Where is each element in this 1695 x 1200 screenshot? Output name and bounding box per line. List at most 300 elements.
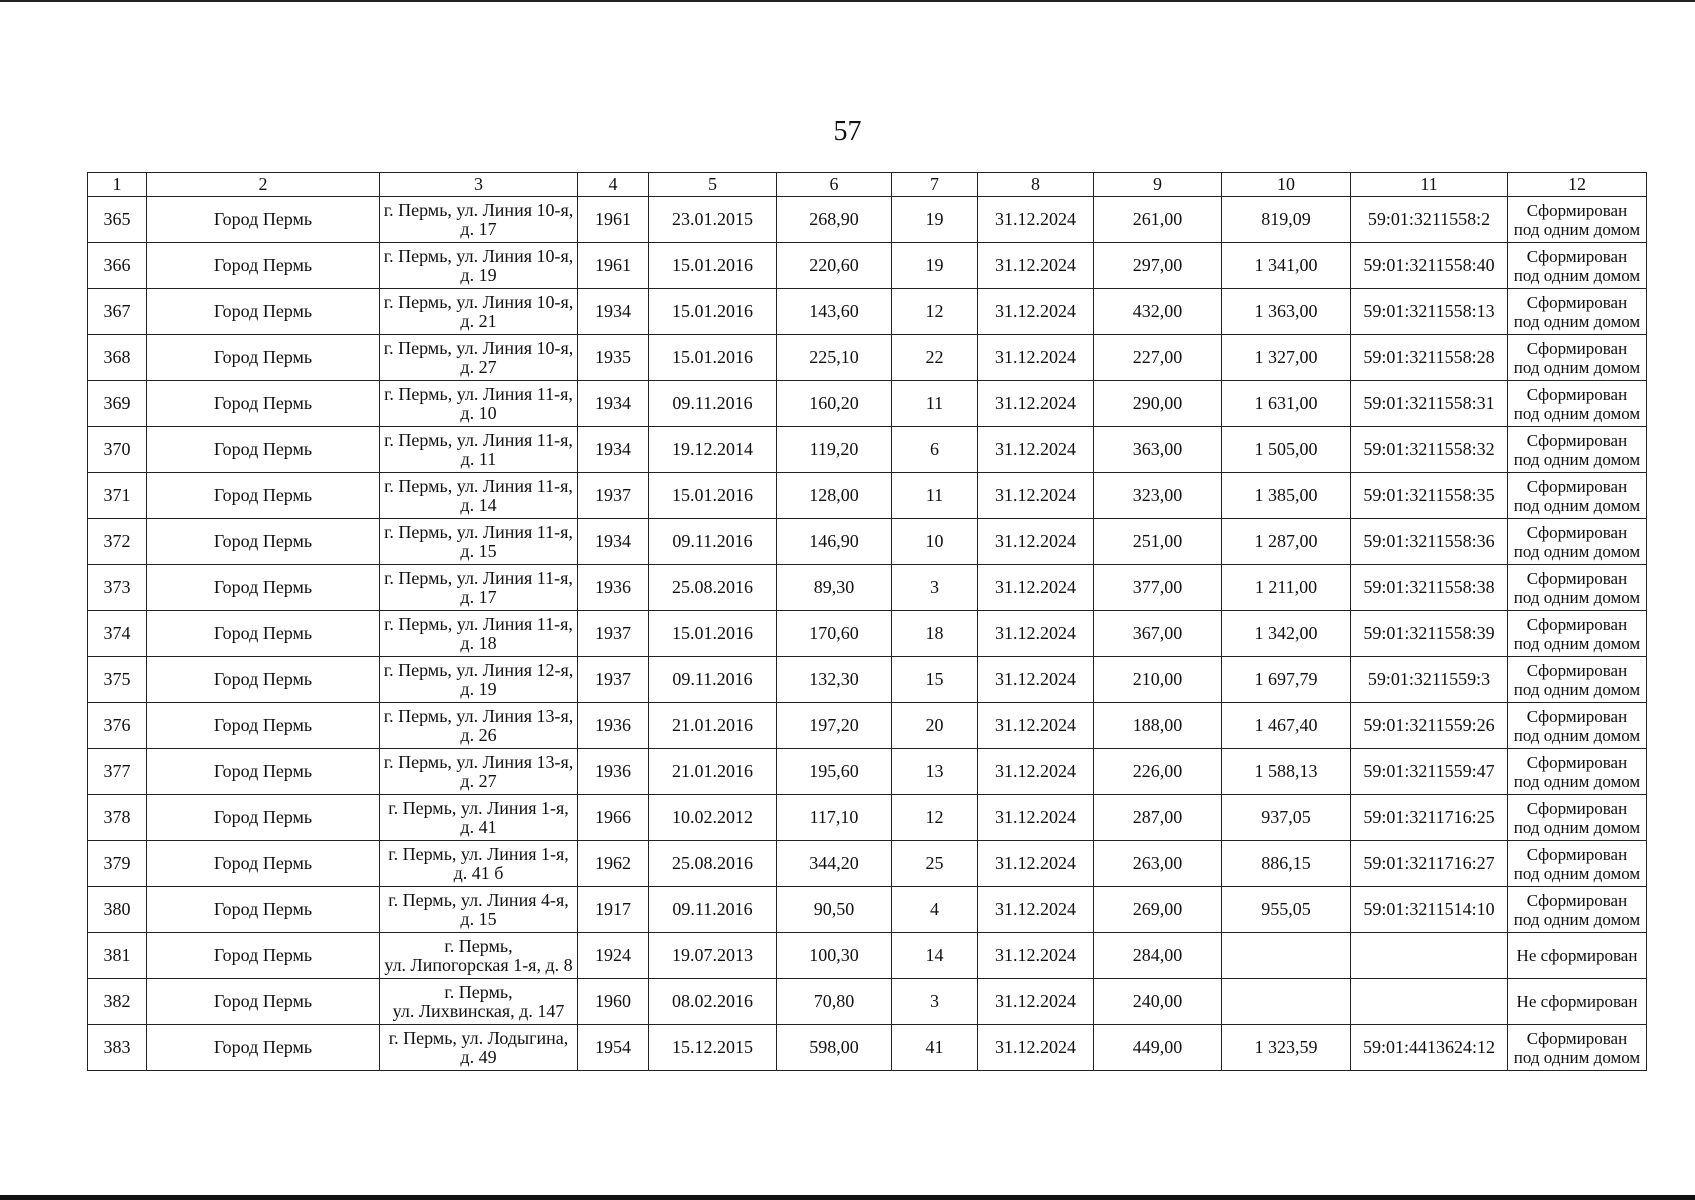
date-cell: 15.01.2016 bbox=[649, 243, 777, 289]
address-cell bbox=[380, 979, 578, 1025]
address-line: д. 41 bbox=[460, 816, 497, 837]
deadline-cell: 31.12.2024 bbox=[978, 197, 1094, 243]
residents-count-cell: 3 bbox=[892, 565, 978, 611]
value-column-9-cell: 210,00 bbox=[1094, 657, 1222, 703]
build-year-cell: 1934 bbox=[578, 381, 649, 427]
cadastral-number-cell: 59:01:3211559:26 bbox=[1351, 703, 1508, 749]
date-cell: 09.11.2016 bbox=[649, 519, 777, 565]
status-line: Не сформирован bbox=[1516, 992, 1638, 1011]
value-column-9-cell: 227,00 bbox=[1094, 335, 1222, 381]
address-cell bbox=[380, 565, 578, 611]
address-line: г. Пермь, ул. Линия 10-я, bbox=[383, 199, 574, 220]
cadastral-number-cell: 59:01:3211558:39 bbox=[1351, 611, 1508, 657]
deadline-cell: 31.12.2024 bbox=[978, 979, 1094, 1025]
row-number-cell: 376 bbox=[88, 703, 147, 749]
status-line: Сформирован bbox=[1526, 338, 1628, 358]
scan-bottom-edge bbox=[0, 1195, 1695, 1200]
address-line: д. 41 б bbox=[453, 862, 504, 883]
build-year-cell: 1937 bbox=[578, 473, 649, 519]
address-line: д. 19 bbox=[460, 264, 497, 285]
cadastral-number-cell: 59:01:3211558:36 bbox=[1351, 519, 1508, 565]
address-line: д. 15 bbox=[460, 908, 497, 929]
status-cell bbox=[1508, 197, 1647, 243]
address-line: г. Пермь, ул. Линия 13-я, bbox=[383, 705, 574, 726]
deadline-cell: 31.12.2024 bbox=[978, 887, 1094, 933]
area-cell: 128,00 bbox=[777, 473, 892, 519]
cadastral-number-cell: 59:01:3211559:3 bbox=[1351, 657, 1508, 703]
date-cell: 21.01.2016 bbox=[649, 703, 777, 749]
deadline-cell: 31.12.2024 bbox=[978, 657, 1094, 703]
municipality-cell: Город Пермь bbox=[147, 887, 380, 933]
date-cell: 09.11.2016 bbox=[649, 381, 777, 427]
area-cell: 268,90 bbox=[777, 197, 892, 243]
value-column-10-cell: 1 697,79 bbox=[1222, 657, 1351, 703]
residents-count-cell: 3 bbox=[892, 979, 978, 1025]
address-line: г. Пермь, bbox=[444, 981, 513, 1002]
table-row bbox=[88, 657, 1647, 703]
residents-count-cell: 12 bbox=[892, 289, 978, 335]
area-cell: 220,60 bbox=[777, 243, 892, 289]
status-cell bbox=[1508, 381, 1647, 427]
build-year-cell: 1917 bbox=[578, 887, 649, 933]
value-column-10-cell: 1 385,00 bbox=[1222, 473, 1351, 519]
cadastral-number-cell: 59:01:3211558:2 bbox=[1351, 197, 1508, 243]
date-cell: 19.07.2013 bbox=[649, 933, 777, 979]
row-number-cell: 383 bbox=[88, 1025, 147, 1071]
table-row bbox=[88, 381, 1647, 427]
build-year-cell: 1966 bbox=[578, 795, 649, 841]
cadastral-number-cell: 59:01:3211716:25 bbox=[1351, 795, 1508, 841]
status-line: под одним домом bbox=[1513, 909, 1641, 929]
table-row bbox=[88, 473, 1647, 519]
status-cell bbox=[1508, 841, 1647, 887]
date-cell: 09.11.2016 bbox=[649, 887, 777, 933]
column-header: 11 bbox=[1351, 173, 1508, 197]
value-column-10-cell: 1 467,40 bbox=[1222, 703, 1351, 749]
deadline-cell: 31.12.2024 bbox=[978, 795, 1094, 841]
row-number-cell: 371 bbox=[88, 473, 147, 519]
address-line: г. Пермь, ул. Линия 13-я, bbox=[383, 751, 574, 772]
address-cell bbox=[380, 703, 578, 749]
address-line: д. 17 bbox=[460, 218, 497, 239]
cadastral-number-cell: 59:01:3211514:10 bbox=[1351, 887, 1508, 933]
deadline-cell: 31.12.2024 bbox=[978, 473, 1094, 519]
status-line: Сформирован bbox=[1526, 890, 1628, 910]
value-column-10-cell: 1 588,13 bbox=[1222, 749, 1351, 795]
status-cell bbox=[1508, 657, 1647, 703]
status-cell bbox=[1508, 565, 1647, 611]
address-line: г. Пермь, ул. Линия 12-я, bbox=[383, 659, 574, 680]
area-cell: 598,00 bbox=[777, 1025, 892, 1071]
cadastral-number-cell: 59:01:3211558:40 bbox=[1351, 243, 1508, 289]
address-line: д. 10 bbox=[460, 402, 497, 423]
build-year-cell: 1934 bbox=[578, 289, 649, 335]
value-column-10-cell: 1 631,00 bbox=[1222, 381, 1351, 427]
address-line: д. 11 bbox=[460, 448, 497, 469]
column-header: 4 bbox=[578, 173, 649, 197]
address-line: д. 49 bbox=[460, 1046, 497, 1067]
date-cell: 08.02.2016 bbox=[649, 979, 777, 1025]
area-cell: 132,30 bbox=[777, 657, 892, 703]
row-number-cell: 368 bbox=[88, 335, 147, 381]
row-number-cell: 382 bbox=[88, 979, 147, 1025]
value-column-9-cell: 269,00 bbox=[1094, 887, 1222, 933]
address-line: д. 21 bbox=[460, 310, 497, 331]
value-column-10-cell: 955,05 bbox=[1222, 887, 1351, 933]
cadastral-number-cell: 59:01:3211558:13 bbox=[1351, 289, 1508, 335]
address-line: г. Пермь, ул. Линия 11-я, bbox=[384, 475, 573, 496]
area-cell: 170,60 bbox=[777, 611, 892, 657]
area-cell: 117,10 bbox=[777, 795, 892, 841]
date-cell: 23.01.2015 bbox=[649, 197, 777, 243]
address-line: д. 26 bbox=[460, 724, 497, 745]
table-row bbox=[88, 933, 1647, 979]
residents-count-cell: 10 bbox=[892, 519, 978, 565]
address-line: г. Пермь, ул. Линия 11-я, bbox=[384, 429, 573, 450]
status-line: Сформирован bbox=[1526, 844, 1628, 864]
table-row bbox=[88, 611, 1647, 657]
build-year-cell: 1962 bbox=[578, 841, 649, 887]
status-line: Сформирован bbox=[1526, 246, 1628, 266]
value-column-10-cell: 1 327,00 bbox=[1222, 335, 1351, 381]
status-line: под одним домом bbox=[1513, 1047, 1641, 1067]
municipality-cell: Город Пермь bbox=[147, 473, 380, 519]
status-cell bbox=[1508, 749, 1647, 795]
status-cell bbox=[1508, 473, 1647, 519]
table-row bbox=[88, 841, 1647, 887]
area-cell: 100,30 bbox=[777, 933, 892, 979]
status-line: Сформирован bbox=[1526, 522, 1628, 542]
value-column-10-cell: 1 341,00 bbox=[1222, 243, 1351, 289]
residents-count-cell: 4 bbox=[892, 887, 978, 933]
column-header: 2 bbox=[147, 173, 380, 197]
row-number-cell: 379 bbox=[88, 841, 147, 887]
address-line: г. Пермь, ул. Линия 1-я, bbox=[388, 797, 569, 818]
row-number-cell: 377 bbox=[88, 749, 147, 795]
status-line: под одним домом bbox=[1513, 495, 1641, 515]
status-line: под одним домом bbox=[1513, 265, 1641, 285]
cadastral-number-cell: 59:01:3211558:28 bbox=[1351, 335, 1508, 381]
deadline-cell: 31.12.2024 bbox=[978, 289, 1094, 335]
deadline-cell: 31.12.2024 bbox=[978, 519, 1094, 565]
cadastral-number-cell: 59:01:3211558:31 bbox=[1351, 381, 1508, 427]
value-column-10-cell: 1 211,00 bbox=[1222, 565, 1351, 611]
status-cell bbox=[1508, 1025, 1647, 1071]
value-column-10-cell: 886,15 bbox=[1222, 841, 1351, 887]
address-cell bbox=[380, 795, 578, 841]
status-cell bbox=[1508, 289, 1647, 335]
value-column-9-cell: 363,00 bbox=[1094, 427, 1222, 473]
address-line: д. 15 bbox=[460, 540, 497, 561]
cadastral-number-cell: 59:01:4413624:12 bbox=[1351, 1025, 1508, 1071]
value-column-9-cell: 323,00 bbox=[1094, 473, 1222, 519]
build-year-cell: 1934 bbox=[578, 427, 649, 473]
value-column-9-cell: 251,00 bbox=[1094, 519, 1222, 565]
row-number-cell: 366 bbox=[88, 243, 147, 289]
date-cell: 15.01.2016 bbox=[649, 473, 777, 519]
date-cell: 21.01.2016 bbox=[649, 749, 777, 795]
status-cell bbox=[1508, 795, 1647, 841]
date-cell: 15.01.2016 bbox=[649, 335, 777, 381]
value-column-9-cell: 297,00 bbox=[1094, 243, 1222, 289]
area-cell: 344,20 bbox=[777, 841, 892, 887]
status-cell bbox=[1508, 887, 1647, 933]
municipality-cell: Город Пермь bbox=[147, 795, 380, 841]
address-cell bbox=[380, 611, 578, 657]
row-number-cell: 374 bbox=[88, 611, 147, 657]
status-cell bbox=[1508, 703, 1647, 749]
value-column-10-cell: 1 505,00 bbox=[1222, 427, 1351, 473]
status-cell bbox=[1508, 611, 1647, 657]
table-row bbox=[88, 703, 1647, 749]
cadastral-number-cell: 59:01:3211559:47 bbox=[1351, 749, 1508, 795]
area-cell: 70,80 bbox=[777, 979, 892, 1025]
column-header: 12 bbox=[1508, 173, 1647, 197]
date-cell: 10.02.2012 bbox=[649, 795, 777, 841]
status-line: под одним домом bbox=[1513, 587, 1641, 607]
address-cell bbox=[380, 519, 578, 565]
build-year-cell: 1924 bbox=[578, 933, 649, 979]
date-cell: 15.01.2016 bbox=[649, 289, 777, 335]
municipality-cell: Город Пермь bbox=[147, 749, 380, 795]
municipality-cell: Город Пермь bbox=[147, 611, 380, 657]
status-line: Сформирован bbox=[1526, 476, 1628, 496]
residents-count-cell: 20 bbox=[892, 703, 978, 749]
status-line: Сформирован bbox=[1526, 706, 1628, 726]
address-cell bbox=[380, 841, 578, 887]
area-cell: 90,50 bbox=[777, 887, 892, 933]
date-cell: 15.01.2016 bbox=[649, 611, 777, 657]
municipality-cell: Город Пермь bbox=[147, 519, 380, 565]
address-line: г. Пермь, ул. Линия 4-я, bbox=[388, 889, 569, 910]
status-line: Сформирован bbox=[1526, 614, 1628, 634]
municipality-cell: Город Пермь bbox=[147, 289, 380, 335]
residents-count-cell: 25 bbox=[892, 841, 978, 887]
value-column-9-cell: 263,00 bbox=[1094, 841, 1222, 887]
value-column-9-cell: 377,00 bbox=[1094, 565, 1222, 611]
address-line: д. 27 bbox=[460, 356, 497, 377]
table-row bbox=[88, 979, 1647, 1025]
build-year-cell: 1936 bbox=[578, 565, 649, 611]
address-line: ул. Лихвинская, д. 147 bbox=[392, 1000, 565, 1021]
municipality-cell: Город Пермь bbox=[147, 979, 380, 1025]
build-year-cell: 1936 bbox=[578, 749, 649, 795]
column-header: 3 bbox=[380, 173, 578, 197]
value-column-10-cell bbox=[1222, 979, 1351, 1025]
address-line: г. Пермь, bbox=[444, 935, 513, 956]
table-row bbox=[88, 427, 1647, 473]
register-body bbox=[88, 197, 1647, 1071]
municipality-cell: Город Пермь bbox=[147, 657, 380, 703]
municipality-cell: Город Пермь bbox=[147, 1025, 380, 1071]
column-header: 7 bbox=[892, 173, 978, 197]
cadastral-number-cell: 59:01:3211558:38 bbox=[1351, 565, 1508, 611]
value-column-9-cell: 432,00 bbox=[1094, 289, 1222, 335]
status-line: Сформирован bbox=[1526, 430, 1628, 450]
area-cell: 160,20 bbox=[777, 381, 892, 427]
date-cell: 09.11.2016 bbox=[649, 657, 777, 703]
address-line: г. Пермь, ул. Линия 11-я, bbox=[384, 567, 573, 588]
status-line: Сформирован bbox=[1526, 200, 1628, 220]
status-line: под одним домом bbox=[1513, 357, 1641, 377]
value-column-10-cell: 819,09 bbox=[1222, 197, 1351, 243]
residents-count-cell: 18 bbox=[892, 611, 978, 657]
status-line: под одним домом bbox=[1513, 679, 1641, 699]
status-line: под одним домом bbox=[1513, 633, 1641, 653]
build-year-cell: 1936 bbox=[578, 703, 649, 749]
value-column-9-cell: 290,00 bbox=[1094, 381, 1222, 427]
build-year-cell: 1935 bbox=[578, 335, 649, 381]
status-line: под одним домом bbox=[1513, 541, 1641, 561]
status-cell bbox=[1508, 933, 1647, 979]
address-cell bbox=[380, 427, 578, 473]
deadline-cell: 31.12.2024 bbox=[978, 381, 1094, 427]
build-year-cell: 1960 bbox=[578, 979, 649, 1025]
address-line: г. Пермь, ул. Линия 11-я, bbox=[384, 613, 573, 634]
status-cell bbox=[1508, 519, 1647, 565]
residents-count-cell: 14 bbox=[892, 933, 978, 979]
status-line: под одним домом bbox=[1513, 219, 1641, 239]
value-column-10-cell bbox=[1222, 933, 1351, 979]
residents-count-cell: 22 bbox=[892, 335, 978, 381]
column-header: 1 bbox=[88, 173, 147, 197]
address-line: г. Пермь, ул. Лодыгина, bbox=[388, 1027, 569, 1048]
address-line: г. Пермь, ул. Линия 10-я, bbox=[383, 337, 574, 358]
municipality-cell: Город Пермь bbox=[147, 703, 380, 749]
scan-top-edge bbox=[0, 0, 1695, 2]
address-line: д. 19 bbox=[460, 678, 497, 699]
address-line: г. Пермь, ул. Линия 11-я, bbox=[384, 521, 573, 542]
table-row bbox=[88, 243, 1647, 289]
address-cell bbox=[380, 749, 578, 795]
area-cell: 143,60 bbox=[777, 289, 892, 335]
status-line: Сформирован bbox=[1526, 568, 1628, 588]
deadline-cell: 31.12.2024 bbox=[978, 749, 1094, 795]
value-column-9-cell: 287,00 bbox=[1094, 795, 1222, 841]
address-cell bbox=[380, 473, 578, 519]
build-year-cell: 1937 bbox=[578, 611, 649, 657]
deadline-cell: 31.12.2024 bbox=[978, 335, 1094, 381]
table-row bbox=[88, 749, 1647, 795]
row-number-cell: 365 bbox=[88, 197, 147, 243]
cadastral-number-cell: 59:01:3211558:35 bbox=[1351, 473, 1508, 519]
deadline-cell: 31.12.2024 bbox=[978, 243, 1094, 289]
status-line: под одним домом bbox=[1513, 311, 1641, 331]
address-cell bbox=[380, 197, 578, 243]
address-cell bbox=[380, 335, 578, 381]
cadastral-number-cell: 59:01:3211716:27 bbox=[1351, 841, 1508, 887]
column-header: 5 bbox=[649, 173, 777, 197]
residents-count-cell: 41 bbox=[892, 1025, 978, 1071]
row-number-cell: 373 bbox=[88, 565, 147, 611]
value-column-10-cell: 1 323,59 bbox=[1222, 1025, 1351, 1071]
status-cell bbox=[1508, 243, 1647, 289]
date-cell: 25.08.2016 bbox=[649, 841, 777, 887]
municipality-cell: Город Пермь bbox=[147, 841, 380, 887]
address-line: г. Пермь, ул. Линия 1-я, bbox=[388, 843, 569, 864]
address-cell bbox=[380, 933, 578, 979]
build-year-cell: 1961 bbox=[578, 197, 649, 243]
area-cell: 195,60 bbox=[777, 749, 892, 795]
row-number-cell: 369 bbox=[88, 381, 147, 427]
status-line: Сформирован bbox=[1526, 1028, 1628, 1048]
cadastral-number-cell bbox=[1351, 979, 1508, 1025]
date-cell: 25.08.2016 bbox=[649, 565, 777, 611]
column-header: 8 bbox=[978, 173, 1094, 197]
status-cell bbox=[1508, 979, 1647, 1025]
deadline-cell: 31.12.2024 bbox=[978, 565, 1094, 611]
status-line: под одним домом bbox=[1513, 817, 1641, 837]
row-number-cell: 378 bbox=[88, 795, 147, 841]
column-header: 10 bbox=[1222, 173, 1351, 197]
residents-count-cell: 12 bbox=[892, 795, 978, 841]
deadline-cell: 31.12.2024 bbox=[978, 841, 1094, 887]
table-row bbox=[88, 795, 1647, 841]
value-column-9-cell: 367,00 bbox=[1094, 611, 1222, 657]
row-number-cell: 380 bbox=[88, 887, 147, 933]
build-year-cell: 1937 bbox=[578, 657, 649, 703]
table-row bbox=[88, 887, 1647, 933]
build-year-cell: 1954 bbox=[578, 1025, 649, 1071]
value-column-10-cell: 1 287,00 bbox=[1222, 519, 1351, 565]
register-table bbox=[87, 172, 1647, 1071]
table-row bbox=[88, 1025, 1647, 1071]
area-cell: 225,10 bbox=[777, 335, 892, 381]
address-cell bbox=[380, 289, 578, 335]
build-year-cell: 1934 bbox=[578, 519, 649, 565]
address-cell bbox=[380, 657, 578, 703]
area-cell: 89,30 bbox=[777, 565, 892, 611]
address-line: д. 18 bbox=[460, 632, 497, 653]
address-line: г. Пермь, ул. Линия 11-я, bbox=[384, 383, 573, 404]
area-cell: 119,20 bbox=[777, 427, 892, 473]
status-line: под одним домом bbox=[1513, 863, 1641, 883]
residents-count-cell: 19 bbox=[892, 243, 978, 289]
value-column-10-cell: 1 342,00 bbox=[1222, 611, 1351, 657]
value-column-9-cell: 226,00 bbox=[1094, 749, 1222, 795]
table-row bbox=[88, 197, 1647, 243]
area-cell: 146,90 bbox=[777, 519, 892, 565]
address-cell bbox=[380, 887, 578, 933]
status-line: Сформирован bbox=[1526, 292, 1628, 312]
build-year-cell: 1961 bbox=[578, 243, 649, 289]
column-header: 9 bbox=[1094, 173, 1222, 197]
residents-count-cell: 6 bbox=[892, 427, 978, 473]
municipality-cell: Город Пермь bbox=[147, 243, 380, 289]
address-line: г. Пермь, ул. Линия 10-я, bbox=[383, 245, 574, 266]
municipality-cell: Город Пермь bbox=[147, 381, 380, 427]
residents-count-cell: 15 bbox=[892, 657, 978, 703]
status-line: Сформирован bbox=[1526, 384, 1628, 404]
status-cell bbox=[1508, 427, 1647, 473]
municipality-cell: Город Пермь bbox=[147, 565, 380, 611]
cadastral-number-cell: 59:01:3211558:32 bbox=[1351, 427, 1508, 473]
value-column-10-cell: 937,05 bbox=[1222, 795, 1351, 841]
address-line: д. 14 bbox=[460, 494, 497, 515]
date-cell: 19.12.2014 bbox=[649, 427, 777, 473]
cadastral-number-cell bbox=[1351, 933, 1508, 979]
status-line: Не сформирован bbox=[1516, 946, 1638, 965]
municipality-cell: Город Пермь bbox=[147, 427, 380, 473]
status-line: Сформирован bbox=[1526, 752, 1628, 772]
municipality-cell: Город Пермь bbox=[147, 197, 380, 243]
value-column-9-cell: 284,00 bbox=[1094, 933, 1222, 979]
page-number: 57 bbox=[833, 116, 862, 147]
status-line: под одним домом bbox=[1513, 403, 1641, 423]
status-line: Сформирован bbox=[1526, 660, 1628, 680]
address-line: г. Пермь, ул. Линия 10-я, bbox=[383, 291, 574, 312]
column-number-row bbox=[88, 173, 1647, 197]
